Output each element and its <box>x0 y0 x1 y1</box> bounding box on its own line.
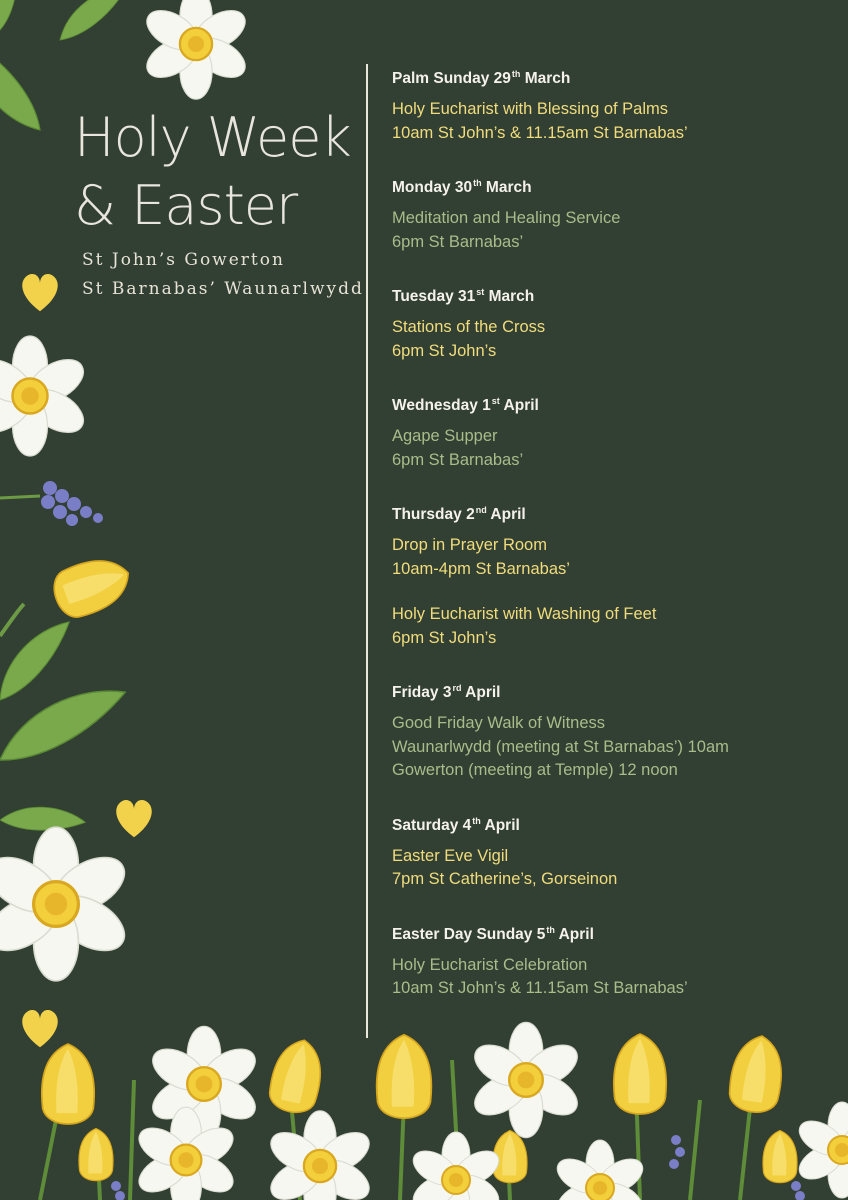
event <box>392 845 832 892</box>
schedule-day <box>392 918 832 1001</box>
vertical-divider <box>366 64 368 1038</box>
ordinal-suffix: th <box>472 815 481 826</box>
event-title: Drop in Prayer Room <box>392 536 547 554</box>
day-heading <box>392 498 832 527</box>
ordinal-suffix: th <box>546 924 555 935</box>
event <box>392 425 832 472</box>
event-title: Easter Eve Vigil <box>392 846 509 865</box>
event-detail: Waunarlwydd (meeting at St Barnabas’) 10am <box>392 737 729 756</box>
ordinal-suffix: st <box>476 287 485 297</box>
event <box>392 98 832 145</box>
event <box>392 954 832 1001</box>
title-line-2: & Easter <box>74 174 298 237</box>
event-detail: 10am-4pm St Barnabas’ <box>392 559 570 578</box>
day-heading <box>392 918 832 947</box>
event-detail: 6pm St Barnabas’ <box>392 232 524 251</box>
day-name: Palm Sunday 29 <box>392 70 511 87</box>
church-names <box>82 246 364 304</box>
event <box>392 534 832 581</box>
day-month: April <box>499 397 539 414</box>
day-heading <box>392 171 832 200</box>
event-detail: 10am St John’s & 11.15am St Barnabas’ <box>392 123 688 142</box>
day-heading <box>392 676 832 705</box>
event-title: Holy Eucharist Celebration <box>392 955 588 974</box>
day-month: April <box>554 925 594 943</box>
day-month: March <box>484 288 535 305</box>
schedule-list <box>392 62 832 1027</box>
ordinal-suffix: nd <box>475 505 487 515</box>
schedule-day <box>392 676 832 783</box>
day-name: Tuesday 31 <box>392 288 476 305</box>
schedule-day <box>392 389 832 472</box>
day-name: Wednesday 1 <box>392 397 491 414</box>
event-title: Holy Eucharist with Washing of Feet <box>392 605 657 623</box>
ordinal-suffix: st <box>491 396 500 406</box>
event <box>392 316 832 363</box>
event <box>392 712 832 783</box>
day-heading <box>392 62 832 91</box>
event-detail: 7pm St Catherine’s, Gorseinon <box>392 870 618 888</box>
event-title: Meditation and Healing Service <box>392 209 621 227</box>
title-line-1: Holy Week <box>74 106 351 169</box>
day-name: Thursday 2 <box>392 506 475 523</box>
day-month: April <box>480 816 520 834</box>
event-detail: 10am St John’s & 11.15am St Barnabas’ <box>392 979 688 997</box>
day-month: April <box>461 684 501 701</box>
schedule-day <box>392 280 832 363</box>
day-heading <box>392 389 832 418</box>
ordinal-suffix: rd <box>452 683 462 693</box>
day-month: March <box>481 179 532 196</box>
day-heading <box>392 280 832 309</box>
event-detail: 6pm St John’s <box>392 341 497 360</box>
day-name: Saturday 4 <box>392 816 472 834</box>
event-title: Good Friday Walk of Witness <box>392 714 606 732</box>
day-heading <box>392 809 832 838</box>
event-detail: Gowerton (meeting at Temple) 12 noon <box>392 761 678 779</box>
church-name-gowerton: St John’s Gowerton <box>82 250 285 270</box>
day-name: Friday 3 <box>392 684 452 701</box>
event <box>392 207 832 254</box>
schedule-day <box>392 171 832 254</box>
schedule-day <box>392 62 832 145</box>
day-name: Easter Day Sunday 5 <box>392 925 546 943</box>
event-title: Agape Supper <box>392 427 498 445</box>
event-detail: 6pm St John’s <box>392 628 497 647</box>
schedule-day <box>392 498 832 650</box>
ordinal-suffix: th <box>511 69 521 79</box>
day-name: Monday 30 <box>392 179 473 196</box>
event-title: Holy Eucharist with Blessing of Palms <box>392 100 669 118</box>
event-title: Stations of the Cross <box>392 318 546 336</box>
day-month: April <box>486 506 526 523</box>
day-month: March <box>520 70 571 87</box>
schedule-day <box>392 809 832 892</box>
church-name-waunarlwydd: St Barnabas’ Waunarlwydd <box>82 279 364 299</box>
event-detail: 6pm St Barnabas’ <box>392 450 524 469</box>
ordinal-suffix: th <box>473 178 482 188</box>
page-title <box>74 104 351 240</box>
event <box>392 603 832 650</box>
